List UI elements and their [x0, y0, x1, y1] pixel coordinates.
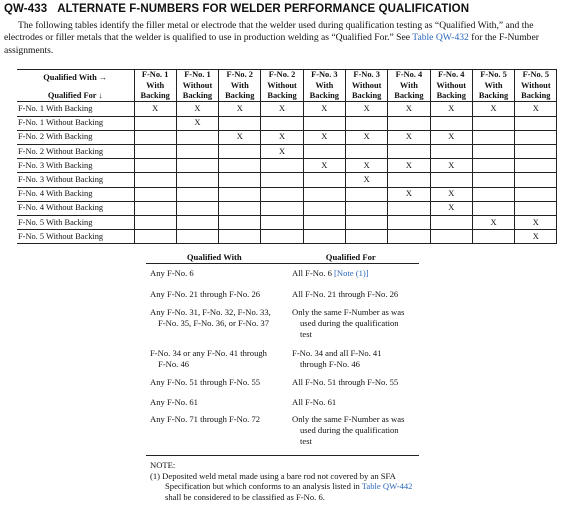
table-cell: [515, 159, 557, 173]
column-header-5: [303, 70, 345, 102]
row-label: F-No. 5 With Backing: [17, 215, 134, 229]
table-cell: [176, 130, 218, 144]
qualified-with-label: Qualified With →: [43, 73, 108, 82]
column-header-line: Backing: [478, 90, 509, 100]
column-header-line: F-No. 3: [311, 70, 338, 80]
column-header-line: F-No. 3: [353, 70, 380, 80]
table-cell: X: [430, 159, 472, 173]
table-cell: [515, 173, 557, 187]
qualified-with-header: Qualified With: [186, 252, 242, 262]
qualified-for-cell: [292, 289, 422, 300]
table-cell: X: [345, 159, 387, 173]
table-cell: [345, 215, 387, 229]
qualified-for-line: All F-No. 6: [292, 268, 335, 278]
qualified-with-cell: [150, 307, 282, 329]
column-header-6: [345, 70, 387, 102]
table-cell: [345, 201, 387, 215]
table-cell: [134, 187, 176, 201]
row-label: F-No. 5 Without Backing: [17, 230, 134, 244]
qualified-with-line: F-No. 46: [158, 359, 190, 370]
column-header-line: With: [484, 80, 503, 90]
table-cell: [430, 144, 472, 158]
row-label: F-No. 1 With Backing: [17, 102, 134, 116]
qualified-with-line: F-No. 35, F-No. 36, or F-No. 37: [158, 318, 270, 329]
table-cell: [430, 215, 472, 229]
qualified-for-line: Only the same F-Number as was: [292, 307, 405, 317]
table-cell: [472, 159, 514, 173]
column-header-line: Without: [267, 80, 297, 90]
qualified-with-cell: [150, 348, 282, 370]
table-cell: [303, 230, 345, 244]
column-header-9: [472, 70, 514, 102]
table-cell: [472, 230, 514, 244]
table-cell: [388, 116, 430, 130]
table-cell: [219, 144, 261, 158]
column-header-line: F-No. 1: [141, 70, 169, 80]
table-cell: [261, 187, 303, 201]
row-label: F-No. 1 Without Backing: [17, 116, 134, 130]
row-label: F-No. 3 Without Backing: [17, 173, 134, 187]
table-cell: X: [261, 144, 303, 158]
column-header-8: [430, 70, 472, 102]
table-cell: [515, 144, 557, 158]
column-header-line: Backing: [394, 90, 424, 100]
qualified-with-cell: [150, 414, 282, 425]
column-header-line: Without: [436, 80, 467, 90]
table-cell: X: [219, 130, 261, 144]
note-1-text-end: shall be considered to be classified as F-No. 6.: [165, 491, 325, 502]
table-header-row: [17, 70, 557, 102]
table-cell: [134, 173, 176, 187]
column-header-line: With: [399, 80, 418, 90]
table-cell: [134, 130, 176, 144]
table-cell: X: [472, 215, 514, 229]
column-header-line: F-No. 4: [395, 70, 423, 80]
column-header-1: [134, 70, 176, 102]
qualified-for-line: Only the same F-Number as was: [292, 414, 405, 424]
table-cell: [388, 215, 430, 229]
notes-title: NOTE:: [150, 460, 176, 470]
table-row: [17, 159, 557, 173]
table-cell: [176, 201, 218, 215]
column-header-line: Backing: [521, 90, 551, 100]
qualified-for-line: test: [300, 436, 312, 447]
table-cell: [219, 230, 261, 244]
qualification-table-header: [146, 252, 419, 264]
table-cell: [303, 173, 345, 187]
table-cell: [219, 215, 261, 229]
table-qw442-link[interactable]: Table QW-442: [361, 481, 413, 492]
qualified-for-cell: [292, 348, 422, 370]
qualified-with-line: Any F-No. 31, F-No. 32, F-No. 33,: [150, 307, 271, 317]
table-cell: [515, 201, 557, 215]
column-header-line: F-No. 1: [184, 70, 211, 80]
table-cell: [472, 130, 514, 144]
table-cell: X: [515, 230, 557, 244]
table-bottom-rule: [146, 455, 419, 456]
qualified-for-line: All F-No. 51 through F-No. 55: [292, 377, 399, 387]
column-header-line: F-No. 5: [522, 70, 550, 80]
table-cell: [134, 116, 176, 130]
table-cell: [176, 173, 218, 187]
corner-header: [17, 70, 134, 102]
qualified-with-line: Any F-No. 61: [150, 397, 198, 407]
table-body: [17, 102, 557, 244]
table-cell: [219, 159, 261, 173]
qualified-with-line: Any F-No. 71 through F-No. 72: [150, 414, 261, 424]
table-cell: [176, 187, 218, 201]
table-cell: [303, 116, 345, 130]
table-cell: X: [261, 130, 303, 144]
section-number: QW-433: [4, 3, 48, 15]
column-header-line: Without: [351, 80, 382, 90]
table-cell: [388, 144, 430, 158]
note-1: [150, 471, 420, 503]
table-cell: [134, 201, 176, 215]
table-cell: [219, 173, 261, 187]
table-cell: X: [388, 159, 430, 173]
intro-text: The following tables identify the filler metal or electrode that the welder used during qualification testing as “Qualified With,” and the electrodes or filler metals that the welder is qualified to use in production welding as “Qualified For.” See: [4, 20, 534, 44]
intro-paragraph: [4, 20, 562, 57]
qualified-for-cell: [292, 377, 422, 388]
table-cell: X: [388, 187, 430, 201]
table-row: [17, 102, 557, 116]
qualified-with-cell: [150, 397, 282, 408]
table-cell: [515, 130, 557, 144]
column-header-3: [219, 70, 261, 102]
table-cell: [261, 230, 303, 244]
qualified-for-line: used during the qualification: [300, 425, 399, 436]
table-cell: [303, 201, 345, 215]
notes-block: [150, 460, 420, 502]
qualified-for-line: All F-No. 21 through F-No. 26: [292, 289, 399, 299]
column-header-line: Backing: [351, 90, 382, 100]
qualified-for-line: All F-No. 61: [292, 397, 337, 407]
row-label: F-No. 4 Without Backing: [17, 201, 134, 215]
table-cell: [219, 187, 261, 201]
table-cell: [261, 215, 303, 229]
qualified-with-cell: [150, 268, 282, 279]
table-cell: [219, 201, 261, 215]
qualified-for-line: test: [300, 329, 312, 340]
table-cell: [388, 173, 430, 187]
column-header-line: Backing: [436, 90, 466, 100]
table-cell: [345, 230, 387, 244]
column-header-line: With: [315, 80, 334, 90]
column-header-7: [388, 70, 430, 102]
qualified-for-label: Qualified For ↓: [47, 91, 103, 101]
table-cell: [303, 144, 345, 158]
column-header-line: Backing: [309, 90, 339, 100]
table-cell: X: [303, 159, 345, 173]
table-cell: [176, 159, 218, 173]
column-header-line: Backing: [267, 90, 297, 100]
table-cell: [176, 230, 218, 244]
table-cell: [261, 159, 303, 173]
column-header-line: F-No. 2: [268, 70, 296, 80]
table-row: [17, 215, 557, 229]
table-cell: [472, 201, 514, 215]
table-cell: [515, 116, 557, 130]
column-header-line: F-No. 2: [226, 70, 253, 80]
table-cell: [430, 173, 472, 187]
qualified-for-cell: [292, 268, 422, 279]
qualified-for-line: F-No. 34 and all F-No. 41: [292, 348, 382, 358]
column-header-line: Without: [182, 80, 213, 90]
section-title: ALTERNATE F-NUMBERS FOR WELDER PERFORMANCE QUALIFICATION: [57, 3, 470, 15]
qualified-for-header: Qualified For: [325, 252, 376, 262]
table-qw432-link[interactable]: Table QW-432: [412, 32, 469, 44]
note-1-link[interactable]: [Note (1)]: [334, 268, 369, 278]
table-cell: [472, 144, 514, 158]
table-row: [17, 230, 557, 244]
table-cell: [345, 116, 387, 130]
qualified-for-cell: [292, 307, 422, 341]
column-header-2: [176, 70, 218, 102]
qualified-with-cell: [150, 377, 282, 388]
f-number-table: [17, 69, 557, 244]
table-cell: [345, 144, 387, 158]
table-cell: [303, 187, 345, 201]
table-cell: [388, 230, 430, 244]
column-header-line: F-No. 4: [437, 70, 465, 80]
table-cell: [345, 187, 387, 201]
table-cell: [388, 201, 430, 215]
intro-text-end: for the F-Number assignments.: [4, 32, 539, 56]
table-cell: X: [472, 102, 514, 116]
table-cell: [134, 144, 176, 158]
qualification-table: [146, 252, 419, 264]
table-cell: X: [388, 130, 430, 144]
qualified-for-cell: [292, 397, 422, 408]
qualified-with-line: Any F-No. 6: [150, 268, 194, 278]
row-label: F-No. 4 With Backing: [17, 187, 134, 201]
table-cell: [430, 116, 472, 130]
qualified-with-cell: [150, 289, 282, 300]
column-header-10: [515, 70, 557, 102]
table-cell: X: [345, 102, 387, 116]
table-cell: [515, 187, 557, 201]
table-cell: [176, 144, 218, 158]
column-header-line: Without: [521, 80, 551, 90]
table-cell: [472, 173, 514, 187]
table-cell: [134, 230, 176, 244]
table-cell: [176, 215, 218, 229]
column-header-line: Backing: [140, 90, 170, 100]
row-label: F-No. 2 Without Backing: [17, 144, 134, 158]
table-row: [17, 187, 557, 201]
section-heading: [4, 3, 469, 15]
column-header-line: F-No. 5: [480, 70, 507, 80]
table-cell: X: [430, 102, 472, 116]
table-row: [17, 201, 557, 215]
table-row: [17, 116, 557, 130]
table-row: [17, 144, 557, 158]
table-cell: [472, 187, 514, 201]
table-cell: X: [176, 116, 218, 130]
qualified-for-cell: [292, 414, 422, 448]
table-cell: [430, 230, 472, 244]
table-cell: X: [303, 130, 345, 144]
table-cell: [134, 215, 176, 229]
table-cell: X: [430, 201, 472, 215]
table-cell: [134, 159, 176, 173]
column-header-line: With: [146, 80, 165, 90]
table-cell: [261, 173, 303, 187]
table-cell: X: [430, 187, 472, 201]
table-cell: X: [261, 102, 303, 116]
table-cell: X: [388, 102, 430, 116]
qualified-for-line: through F-No. 46: [300, 359, 360, 370]
table-cell: X: [134, 102, 176, 116]
table-row: [17, 173, 557, 187]
row-label: F-No. 2 With Backing: [17, 130, 134, 144]
note-1-text: (1) Deposited weld metal made using a bare rod not covered by an SFA Specification but which conforms to an analysis listed in: [150, 470, 396, 492]
table-cell: [472, 116, 514, 130]
table-cell: X: [176, 102, 218, 116]
table-cell: [303, 215, 345, 229]
row-label: F-No. 3 With Backing: [17, 159, 134, 173]
table-cell: X: [219, 102, 261, 116]
column-header-line: Backing: [182, 90, 213, 100]
table-cell: X: [345, 130, 387, 144]
table-cell: [261, 116, 303, 130]
qualified-with-line: Any F-No. 51 through F-No. 55: [150, 377, 261, 387]
table-cell: [219, 116, 261, 130]
column-header-4: [261, 70, 303, 102]
column-header-line: With: [230, 80, 249, 90]
qualified-with-line: Any F-No. 21 through F-No. 26: [150, 289, 261, 299]
qualified-with-line: F-No. 34 or any F-No. 41 through: [150, 348, 267, 358]
table-cell: X: [515, 215, 557, 229]
table-row: [17, 130, 557, 144]
table-cell: X: [303, 102, 345, 116]
table-cell: X: [515, 102, 557, 116]
table-cell: X: [430, 130, 472, 144]
table-cell: [261, 201, 303, 215]
table-cell: X: [345, 173, 387, 187]
column-header-line: Backing: [225, 90, 255, 100]
qualified-for-line: used during the qualification: [300, 318, 399, 329]
